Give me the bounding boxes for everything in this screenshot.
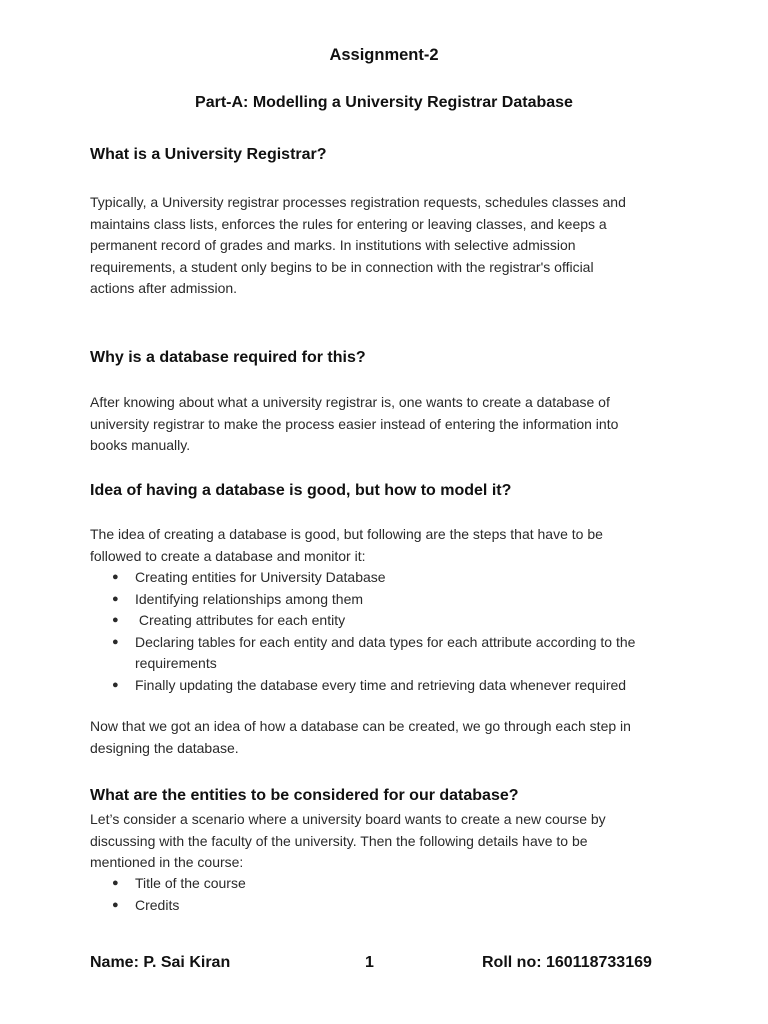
course-details-bullet-list [90,873,690,916]
paragraph-line: Now that we got an idea of how a database can be created, we go through each step in [90,718,631,734]
paragraph-line: After knowing about what a university registrar is, one wants to create a database of [90,394,610,410]
footer-page-number: 1 [365,954,374,971]
bullet-icon: ● [112,678,119,691]
bullet-icon: ● [112,592,119,605]
paragraph-line: maintains class lists, enforces the rules for entering or leaving classes, and keeps a [90,215,607,232]
list-item: ● Creating entities for University Database [90,567,690,589]
list-item: ● Credits [90,895,690,917]
paragraph-line: followed to create a database and monitor it: [90,547,366,564]
document-subtitle: Part-A: Modelling a University Registrar Database [195,94,573,111]
document-title: Assignment-2 [329,46,439,64]
section-heading-why-database: Why is a database required for this? [90,349,366,366]
section-paragraph-entities [90,809,690,874]
list-item: ● Declaring tables for each entity and data types for each attribute according to the requirements [112,633,636,671]
list-item: ● Title of the course [90,873,690,895]
bullet-icon: ● [112,898,119,911]
footer-name: Name: P. Sai Kiran [90,954,231,971]
paragraph-line: books manually. [90,437,191,453]
section-outro-how-to-model [90,716,690,759]
section-heading-entities: What are the entities to be considered for our database? [90,787,519,804]
paragraph-line: Let’s consider a scenario where a university board wants to create a new course by [90,811,606,827]
bullet-icon: ● [112,635,119,648]
list-item: ● Identifying relationships among them [90,589,690,611]
section-paragraph-why-database [90,392,690,457]
paragraph-line: discussing with the faculty of the university. Then the following details have to be [90,832,588,849]
bullet-icon: ● [112,571,119,583]
paragraph-line: permanent record of grades and marks. In institutions with selective admission [90,237,576,253]
section-paragraph-registrar [90,192,690,300]
paragraph-line: requirements, a student only begins to be in connection with the registrar's official [90,258,594,275]
section-intro-how-to-model [90,524,690,567]
list-item: ● Creating attributes for each entity [90,610,690,632]
section-heading-how-to-model: Idea of having a database is good, but how to model it? [90,482,512,499]
paragraph-line: designing the database. [90,739,239,756]
paragraph-line: Typically, a University registrar processes registration requests, schedules classes and [90,194,626,210]
section-heading-registrar: What is a University Registrar? [90,146,327,163]
paragraph-line: mentioned in the course: [90,854,244,870]
paragraph-line: actions after admission. [90,280,238,296]
paragraph-line: university registrar to make the process easier instead of entering the information into [90,415,619,432]
footer-roll-number: Roll no: 160118733169 [482,954,652,971]
bullet-icon: ● [112,614,119,626]
list-item: ● Finally updating the database every time and retrieving data whenever required [90,675,690,697]
bullet-icon: ● [112,877,119,889]
steps-bullet-list [90,567,690,696]
paragraph-line: The idea of creating a database is good, but following are the steps that have to be [90,526,603,542]
